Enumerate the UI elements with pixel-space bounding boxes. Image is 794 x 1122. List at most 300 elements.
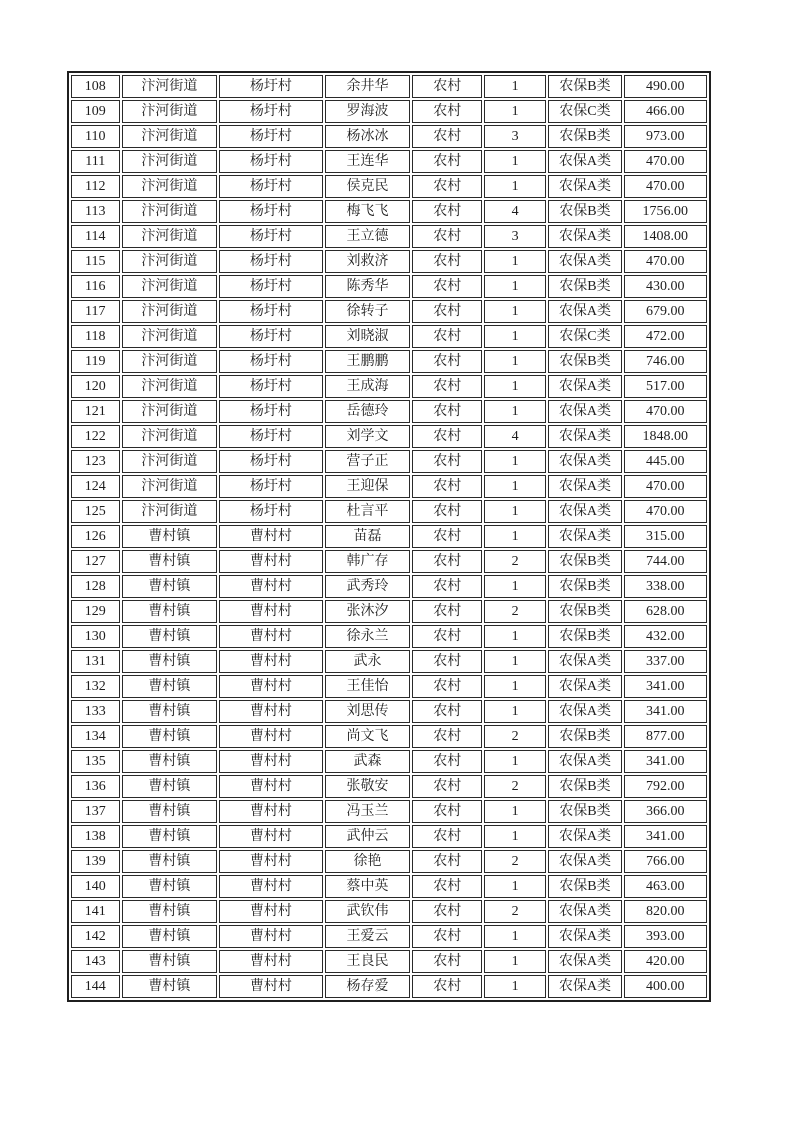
cell-village: 曹村村 xyxy=(219,900,322,923)
cell-insurance-category: 农保B类 xyxy=(548,200,621,223)
cell-person-name: 王立德 xyxy=(325,225,411,248)
cell-serial-number: 138 xyxy=(71,825,120,848)
cell-residence-type: 农村 xyxy=(412,500,482,523)
cell-person-name: 武秀玲 xyxy=(325,575,411,598)
table-row xyxy=(71,400,707,423)
cell-person-name: 张敬安 xyxy=(325,775,411,798)
cell-amount: 679.00 xyxy=(624,300,707,323)
cell-person-name: 王佳怡 xyxy=(325,675,411,698)
cell-street-town: 汴河街道 xyxy=(122,200,218,223)
cell-person-name: 冯玉兰 xyxy=(325,800,411,823)
cell-amount: 366.00 xyxy=(624,800,707,823)
table-row xyxy=(71,500,707,523)
cell-insurance-category: 农保A类 xyxy=(548,850,621,873)
table-row xyxy=(71,525,707,548)
cell-person-name: 王良民 xyxy=(325,950,411,973)
cell-street-town: 汴河街道 xyxy=(122,350,218,373)
cell-amount: 393.00 xyxy=(624,925,707,948)
table-row xyxy=(71,950,707,973)
cell-street-town: 汴河街道 xyxy=(122,375,218,398)
cell-residence-type: 农村 xyxy=(412,75,482,98)
cell-village: 杨圩村 xyxy=(219,150,322,173)
table-row xyxy=(71,725,707,748)
cell-serial-number: 120 xyxy=(71,375,120,398)
cell-insurance-category: 农保B类 xyxy=(548,600,621,623)
cell-residence-type: 农村 xyxy=(412,350,482,373)
cell-person-name: 刘晓淑 xyxy=(325,325,411,348)
subsidy-table-body xyxy=(71,75,707,998)
cell-serial-number: 123 xyxy=(71,450,120,473)
cell-amount: 820.00 xyxy=(624,900,707,923)
table-row xyxy=(71,575,707,598)
cell-amount: 430.00 xyxy=(624,275,707,298)
cell-village: 杨圩村 xyxy=(219,300,322,323)
cell-amount: 628.00 xyxy=(624,600,707,623)
cell-amount: 463.00 xyxy=(624,875,707,898)
cell-village: 曹村村 xyxy=(219,750,322,773)
cell-person-count: 2 xyxy=(484,900,546,923)
cell-residence-type: 农村 xyxy=(412,450,482,473)
cell-residence-type: 农村 xyxy=(412,725,482,748)
cell-amount: 470.00 xyxy=(624,475,707,498)
cell-street-town: 汴河街道 xyxy=(122,325,218,348)
cell-street-town: 曹村镇 xyxy=(122,700,218,723)
cell-village: 杨圩村 xyxy=(219,75,322,98)
cell-street-town: 曹村镇 xyxy=(122,975,218,998)
cell-residence-type: 农村 xyxy=(412,925,482,948)
cell-insurance-category: 农保A类 xyxy=(548,500,621,523)
cell-person-count: 1 xyxy=(484,100,546,123)
cell-person-name: 武森 xyxy=(325,750,411,773)
cell-person-name: 营子正 xyxy=(325,450,411,473)
cell-insurance-category: 农保A类 xyxy=(548,825,621,848)
cell-insurance-category: 农保A类 xyxy=(548,650,621,673)
cell-insurance-category: 农保A类 xyxy=(548,225,621,248)
cell-insurance-category: 农保A类 xyxy=(548,450,621,473)
cell-residence-type: 农村 xyxy=(412,225,482,248)
cell-person-name: 陈秀华 xyxy=(325,275,411,298)
cell-serial-number: 119 xyxy=(71,350,120,373)
cell-residence-type: 农村 xyxy=(412,975,482,998)
cell-residence-type: 农村 xyxy=(412,300,482,323)
cell-person-count: 1 xyxy=(484,250,546,273)
cell-street-town: 曹村镇 xyxy=(122,750,218,773)
cell-person-count: 1 xyxy=(484,825,546,848)
cell-person-count: 1 xyxy=(484,175,546,198)
cell-serial-number: 130 xyxy=(71,625,120,648)
cell-person-count: 3 xyxy=(484,125,546,148)
cell-residence-type: 农村 xyxy=(412,325,482,348)
cell-amount: 466.00 xyxy=(624,100,707,123)
cell-person-count: 1 xyxy=(484,625,546,648)
cell-amount: 973.00 xyxy=(624,125,707,148)
cell-person-count: 1 xyxy=(484,450,546,473)
cell-amount: 517.00 xyxy=(624,375,707,398)
cell-village: 曹村村 xyxy=(219,875,322,898)
cell-amount: 341.00 xyxy=(624,700,707,723)
cell-serial-number: 131 xyxy=(71,650,120,673)
cell-person-count: 1 xyxy=(484,800,546,823)
cell-person-name: 武永 xyxy=(325,650,411,673)
cell-amount: 470.00 xyxy=(624,400,707,423)
cell-village: 曹村村 xyxy=(219,550,322,573)
table-row xyxy=(71,275,707,298)
cell-amount: 420.00 xyxy=(624,950,707,973)
cell-person-name: 罗海波 xyxy=(325,100,411,123)
cell-serial-number: 135 xyxy=(71,750,120,773)
cell-residence-type: 农村 xyxy=(412,775,482,798)
cell-village: 杨圩村 xyxy=(219,400,322,423)
cell-person-count: 1 xyxy=(484,150,546,173)
table-row xyxy=(71,300,707,323)
cell-amount: 341.00 xyxy=(624,825,707,848)
cell-street-town: 汴河街道 xyxy=(122,175,218,198)
cell-insurance-category: 农保B类 xyxy=(548,125,621,148)
cell-residence-type: 农村 xyxy=(412,800,482,823)
cell-serial-number: 126 xyxy=(71,525,120,548)
cell-amount: 341.00 xyxy=(624,750,707,773)
cell-serial-number: 139 xyxy=(71,850,120,873)
cell-amount: 432.00 xyxy=(624,625,707,648)
cell-residence-type: 农村 xyxy=(412,475,482,498)
table-row xyxy=(71,250,707,273)
cell-street-town: 曹村镇 xyxy=(122,775,218,798)
cell-village: 杨圩村 xyxy=(219,375,322,398)
cell-serial-number: 125 xyxy=(71,500,120,523)
cell-serial-number: 110 xyxy=(71,125,120,148)
subsidy-table xyxy=(67,71,711,1002)
cell-serial-number: 136 xyxy=(71,775,120,798)
table-row xyxy=(71,150,707,173)
cell-person-count: 1 xyxy=(484,575,546,598)
cell-person-count: 2 xyxy=(484,550,546,573)
cell-village: 曹村村 xyxy=(219,800,322,823)
cell-street-town: 汴河街道 xyxy=(122,75,218,98)
cell-street-town: 汴河街道 xyxy=(122,500,218,523)
table-row xyxy=(71,225,707,248)
cell-person-name: 刘学文 xyxy=(325,425,411,448)
cell-amount: 1408.00 xyxy=(624,225,707,248)
cell-serial-number: 121 xyxy=(71,400,120,423)
cell-person-count: 4 xyxy=(484,425,546,448)
cell-village: 曹村村 xyxy=(219,625,322,648)
cell-village: 杨圩村 xyxy=(219,275,322,298)
cell-residence-type: 农村 xyxy=(412,825,482,848)
cell-insurance-category: 农保A类 xyxy=(548,750,621,773)
cell-person-name: 杜言平 xyxy=(325,500,411,523)
cell-person-name: 徐转子 xyxy=(325,300,411,323)
cell-serial-number: 132 xyxy=(71,675,120,698)
cell-person-count: 1 xyxy=(484,325,546,348)
cell-street-town: 曹村镇 xyxy=(122,825,218,848)
cell-street-town: 曹村镇 xyxy=(122,600,218,623)
cell-village: 杨圩村 xyxy=(219,450,322,473)
table-row xyxy=(71,75,707,98)
cell-village: 曹村村 xyxy=(219,925,322,948)
cell-street-town: 汴河街道 xyxy=(122,400,218,423)
table-row xyxy=(71,875,707,898)
cell-residence-type: 农村 xyxy=(412,175,482,198)
cell-person-count: 1 xyxy=(484,650,546,673)
cell-amount: 746.00 xyxy=(624,350,707,373)
cell-village: 杨圩村 xyxy=(219,175,322,198)
cell-street-town: 曹村镇 xyxy=(122,650,218,673)
cell-person-name: 苗磊 xyxy=(325,525,411,548)
cell-insurance-category: 农保C类 xyxy=(548,325,621,348)
cell-village: 杨圩村 xyxy=(219,100,322,123)
cell-street-town: 汴河街道 xyxy=(122,250,218,273)
cell-person-count: 1 xyxy=(484,975,546,998)
cell-serial-number: 118 xyxy=(71,325,120,348)
cell-residence-type: 农村 xyxy=(412,100,482,123)
cell-person-name: 余井华 xyxy=(325,75,411,98)
cell-serial-number: 108 xyxy=(71,75,120,98)
cell-street-town: 曹村镇 xyxy=(122,525,218,548)
cell-person-count: 1 xyxy=(484,475,546,498)
cell-insurance-category: 农保B类 xyxy=(548,275,621,298)
cell-person-name: 岳德玲 xyxy=(325,400,411,423)
cell-person-name: 刘思传 xyxy=(325,700,411,723)
cell-insurance-category: 农保A类 xyxy=(548,675,621,698)
table-row xyxy=(71,475,707,498)
cell-person-count: 1 xyxy=(484,275,546,298)
cell-village: 曹村村 xyxy=(219,575,322,598)
cell-amount: 472.00 xyxy=(624,325,707,348)
cell-street-town: 汴河街道 xyxy=(122,425,218,448)
cell-village: 曹村村 xyxy=(219,650,322,673)
cell-street-town: 曹村镇 xyxy=(122,575,218,598)
cell-amount: 744.00 xyxy=(624,550,707,573)
cell-insurance-category: 农保A类 xyxy=(548,175,621,198)
table-row xyxy=(71,625,707,648)
cell-insurance-category: 农保B类 xyxy=(548,800,621,823)
cell-person-name: 侯克民 xyxy=(325,175,411,198)
table-row xyxy=(71,175,707,198)
cell-insurance-category: 农保A类 xyxy=(548,300,621,323)
cell-person-name: 徐艳 xyxy=(325,850,411,873)
cell-person-count: 1 xyxy=(484,350,546,373)
cell-serial-number: 140 xyxy=(71,875,120,898)
cell-serial-number: 133 xyxy=(71,700,120,723)
cell-insurance-category: 农保B类 xyxy=(548,625,621,648)
cell-serial-number: 109 xyxy=(71,100,120,123)
cell-street-town: 曹村镇 xyxy=(122,725,218,748)
cell-street-town: 汴河街道 xyxy=(122,275,218,298)
cell-amount: 338.00 xyxy=(624,575,707,598)
cell-insurance-category: 农保A类 xyxy=(548,150,621,173)
cell-serial-number: 137 xyxy=(71,800,120,823)
cell-residence-type: 农村 xyxy=(412,275,482,298)
cell-insurance-category: 农保A类 xyxy=(548,525,621,548)
cell-street-town: 汴河街道 xyxy=(122,100,218,123)
cell-insurance-category: 农保A类 xyxy=(548,900,621,923)
cell-residence-type: 农村 xyxy=(412,550,482,573)
cell-village: 杨圩村 xyxy=(219,225,322,248)
cell-amount: 470.00 xyxy=(624,150,707,173)
table-row xyxy=(71,900,707,923)
cell-serial-number: 129 xyxy=(71,600,120,623)
cell-street-town: 曹村镇 xyxy=(122,925,218,948)
cell-person-name: 蔡中英 xyxy=(325,875,411,898)
cell-serial-number: 115 xyxy=(71,250,120,273)
cell-street-town: 汴河街道 xyxy=(122,300,218,323)
cell-person-count: 1 xyxy=(484,300,546,323)
cell-village: 曹村村 xyxy=(219,775,322,798)
cell-street-town: 曹村镇 xyxy=(122,675,218,698)
cell-village: 杨圩村 xyxy=(219,425,322,448)
cell-serial-number: 127 xyxy=(71,550,120,573)
cell-person-count: 1 xyxy=(484,750,546,773)
cell-insurance-category: 农保A类 xyxy=(548,975,621,998)
cell-insurance-category: 农保B类 xyxy=(548,75,621,98)
cell-residence-type: 农村 xyxy=(412,850,482,873)
cell-village: 曹村村 xyxy=(219,525,322,548)
cell-street-town: 曹村镇 xyxy=(122,950,218,973)
table-row xyxy=(71,375,707,398)
cell-amount: 792.00 xyxy=(624,775,707,798)
cell-village: 曹村村 xyxy=(219,700,322,723)
cell-insurance-category: 农保A类 xyxy=(548,425,621,448)
cell-street-town: 汴河街道 xyxy=(122,225,218,248)
table-row xyxy=(71,975,707,998)
cell-person-count: 1 xyxy=(484,925,546,948)
cell-amount: 766.00 xyxy=(624,850,707,873)
cell-street-town: 汴河街道 xyxy=(122,150,218,173)
cell-street-town: 汴河街道 xyxy=(122,125,218,148)
cell-person-name: 梅飞飞 xyxy=(325,200,411,223)
cell-residence-type: 农村 xyxy=(412,650,482,673)
cell-residence-type: 农村 xyxy=(412,125,482,148)
cell-person-name: 王连华 xyxy=(325,150,411,173)
cell-insurance-category: 农保B类 xyxy=(548,775,621,798)
cell-residence-type: 农村 xyxy=(412,575,482,598)
cell-street-town: 汴河街道 xyxy=(122,475,218,498)
cell-insurance-category: 农保A类 xyxy=(548,925,621,948)
cell-serial-number: 124 xyxy=(71,475,120,498)
cell-serial-number: 111 xyxy=(71,150,120,173)
table-row xyxy=(71,800,707,823)
table-row xyxy=(71,425,707,448)
cell-person-count: 3 xyxy=(484,225,546,248)
cell-residence-type: 农村 xyxy=(412,750,482,773)
cell-person-name: 武仲云 xyxy=(325,825,411,848)
table-row xyxy=(71,325,707,348)
cell-amount: 400.00 xyxy=(624,975,707,998)
cell-village: 杨圩村 xyxy=(219,125,322,148)
table-row xyxy=(71,200,707,223)
cell-person-count: 2 xyxy=(484,725,546,748)
table-row xyxy=(71,450,707,473)
table-row xyxy=(71,775,707,798)
cell-village: 杨圩村 xyxy=(219,500,322,523)
cell-street-town: 曹村镇 xyxy=(122,900,218,923)
table-row xyxy=(71,825,707,848)
cell-person-name: 杨冰冰 xyxy=(325,125,411,148)
cell-street-town: 曹村镇 xyxy=(122,625,218,648)
table-row xyxy=(71,100,707,123)
cell-person-count: 1 xyxy=(484,375,546,398)
table-row xyxy=(71,750,707,773)
cell-person-count: 1 xyxy=(484,400,546,423)
cell-serial-number: 134 xyxy=(71,725,120,748)
cell-residence-type: 农村 xyxy=(412,400,482,423)
cell-person-count: 1 xyxy=(484,500,546,523)
cell-street-town: 曹村镇 xyxy=(122,550,218,573)
cell-street-town: 曹村镇 xyxy=(122,800,218,823)
cell-amount: 470.00 xyxy=(624,175,707,198)
cell-village: 杨圩村 xyxy=(219,200,322,223)
cell-person-name: 韩广存 xyxy=(325,550,411,573)
cell-serial-number: 122 xyxy=(71,425,120,448)
cell-person-count: 2 xyxy=(484,850,546,873)
table-row xyxy=(71,600,707,623)
cell-person-name: 王迎保 xyxy=(325,475,411,498)
cell-insurance-category: 农保A类 xyxy=(548,700,621,723)
cell-residence-type: 农村 xyxy=(412,150,482,173)
cell-amount: 877.00 xyxy=(624,725,707,748)
cell-residence-type: 农村 xyxy=(412,900,482,923)
cell-person-count: 1 xyxy=(484,875,546,898)
cell-residence-type: 农村 xyxy=(412,250,482,273)
cell-street-town: 曹村镇 xyxy=(122,875,218,898)
cell-amount: 470.00 xyxy=(624,500,707,523)
cell-amount: 337.00 xyxy=(624,650,707,673)
cell-person-name: 张沐汐 xyxy=(325,600,411,623)
cell-person-count: 1 xyxy=(484,75,546,98)
cell-village: 杨圩村 xyxy=(219,475,322,498)
cell-amount: 470.00 xyxy=(624,250,707,273)
cell-residence-type: 农村 xyxy=(412,950,482,973)
cell-village: 曹村村 xyxy=(219,825,322,848)
cell-village: 曹村村 xyxy=(219,600,322,623)
cell-serial-number: 141 xyxy=(71,900,120,923)
cell-residence-type: 农村 xyxy=(412,600,482,623)
cell-insurance-category: 农保A类 xyxy=(548,400,621,423)
cell-serial-number: 116 xyxy=(71,275,120,298)
cell-village: 杨圩村 xyxy=(219,350,322,373)
cell-amount: 1848.00 xyxy=(624,425,707,448)
cell-insurance-category: 农保B类 xyxy=(548,350,621,373)
table-row xyxy=(71,925,707,948)
cell-amount: 341.00 xyxy=(624,675,707,698)
cell-insurance-category: 农保C类 xyxy=(548,100,621,123)
cell-village: 曹村村 xyxy=(219,850,322,873)
cell-village: 曹村村 xyxy=(219,675,322,698)
cell-insurance-category: 农保A类 xyxy=(548,250,621,273)
cell-insurance-category: 农保A类 xyxy=(548,950,621,973)
cell-insurance-category: 农保A类 xyxy=(548,375,621,398)
table-row xyxy=(71,700,707,723)
cell-insurance-category: 农保B类 xyxy=(548,575,621,598)
cell-serial-number: 144 xyxy=(71,975,120,998)
cell-amount: 490.00 xyxy=(624,75,707,98)
cell-person-name: 刘救济 xyxy=(325,250,411,273)
table-row xyxy=(71,850,707,873)
cell-residence-type: 农村 xyxy=(412,425,482,448)
cell-insurance-category: 农保B类 xyxy=(548,550,621,573)
cell-serial-number: 113 xyxy=(71,200,120,223)
cell-insurance-category: 农保B类 xyxy=(548,875,621,898)
cell-serial-number: 117 xyxy=(71,300,120,323)
cell-residence-type: 农村 xyxy=(412,525,482,548)
cell-residence-type: 农村 xyxy=(412,875,482,898)
cell-serial-number: 112 xyxy=(71,175,120,198)
cell-amount: 1756.00 xyxy=(624,200,707,223)
table-row xyxy=(71,550,707,573)
cell-village: 曹村村 xyxy=(219,950,322,973)
cell-person-name: 徐永兰 xyxy=(325,625,411,648)
cell-person-name: 王爱云 xyxy=(325,925,411,948)
